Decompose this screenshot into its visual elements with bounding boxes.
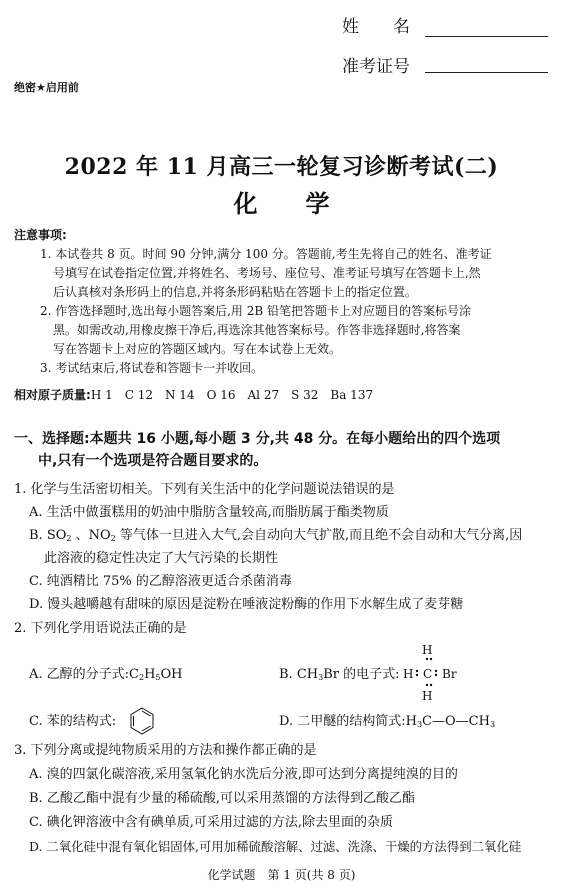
secret-mark: 绝密★启用前 — [14, 81, 79, 94]
note-line: 后认真核对条形码上的信息,并将条形码粘贴在答题卡上的指定位置。 — [53, 285, 417, 299]
q1-option-a: A. 生活中做蛋糕用的奶油中脂肪含量较高,而脂肪属于酯类物质 — [29, 505, 389, 520]
name-field[interactable] — [425, 36, 548, 37]
svg-text:H: H — [403, 667, 414, 681]
subject-title: 化 学 — [233, 189, 330, 218]
svg-text:Br: Br — [442, 667, 457, 681]
q3-stem: 3. 下列分离或提纯物质采用的方法和操作都正确的是 — [14, 743, 317, 758]
q1-b-text: 、NO — [71, 528, 111, 543]
notes-list — [40, 246, 550, 379]
q2-b-text: Br 的电子式: — [323, 667, 400, 682]
q2-stem: 2. 下列化学用语说法正确的是 — [14, 621, 187, 636]
q1-b-text: 等气体一旦进入大气,会自动向大气扩散,而且绝不会自动和大气分离,因 — [115, 528, 523, 543]
note-line: 1. 本试卷共 8 页。时间 90 分钟,满分 100 分。答题前,考生先将自己的姓名、准考证 — [40, 247, 492, 261]
q2-option-c: C. 苯的结构式: — [29, 714, 117, 729]
section1-line1: 一、选择题:本题共 16 小题,每小题 3 分,共 48 分。在每小题给出的四个选项 — [14, 431, 501, 447]
atomic-mass — [14, 386, 373, 403]
q3-option-a: A. 溴的四氯化碳溶液,采用氢氧化钠水洗后分液,即可达到分离提纯溴的目的 — [29, 767, 458, 782]
exam-id-field[interactable] — [425, 72, 548, 73]
atomic-mass-values: H 1 C 12 N 14 O 16 Al 27 S 32 Ba 137 — [90, 388, 374, 402]
note-line: 写在答题卡上对应的答题区域内。写在本试卷上无效。 — [53, 342, 342, 356]
page-footer: 化学试题 第 1 页(共 8 页) — [207, 868, 356, 882]
q2-a-text: OH — [160, 667, 183, 682]
section1-heading — [14, 428, 500, 472]
q2-a-text: A. 乙醇的分子式:C — [29, 667, 139, 682]
atomic-mass-label: 相对原子质量: — [14, 388, 91, 402]
note-line: 2. 作答选择题时,选出每小题答案后,用 2B 铅笔把答题卡上对应题目的答案标号涂 — [40, 304, 471, 318]
q2-option-b: B. $CH_3Br$ 的电子式: — [279, 667, 400, 682]
q1-b-text: B. SO — [29, 528, 67, 543]
exam-title: 2022 年 11 月高三一轮复习诊断考试(二) — [64, 154, 499, 180]
section1-line2: 中,只有一个选项是符合题目要求的。 — [38, 453, 268, 469]
note-line: 3. 考试结束后,将试卷和答题卡一并收回。 — [40, 361, 264, 375]
q2-a-text: H — [144, 667, 156, 682]
svg-text:H: H — [422, 689, 433, 702]
q2-option-a: A. 乙醇的分子式$:C_2H_5OH$ — [29, 667, 183, 682]
q2-d-text: C—O—CH — [422, 714, 490, 729]
question-3 — [14, 742, 559, 862]
q2-d-text: D. 二甲醚的结构简式:H — [279, 714, 417, 729]
q3-option-d: D. 二氧化硅中混有氧化铝固体,可用加稀硫酸溶解、过滤、洗涤、干燥的方法得到二氧化硅 — [29, 839, 522, 854]
note-line: 号填写在试卷指定位置,并将姓名、考场号、座位号、准考证号填写在答题卡上,然 — [53, 266, 481, 280]
q1-option-b: B. $SO_2$ 、$NO_2$ 等气体一旦进入大气,会自动向大气扩散,而且绝不会自动和大气分离,因 — [29, 528, 523, 543]
q1-option-c: C. 纯酒精比 75% 的乙醇溶液更适合杀菌消毒 — [29, 574, 292, 589]
note-line: 黑。如需改动,用橡皮擦干净后,再选涂其他答案标号。作答非选择题时,将答案 — [53, 323, 461, 337]
exam-id-label: 准考证号 — [342, 57, 410, 77]
q1-stem: 1. 化学与生活密切相关。下列有关生活中的化学问题说法错误的是 — [14, 482, 395, 497]
svg-text:C: C — [423, 667, 433, 681]
notes-heading: 注意事项: — [14, 228, 67, 242]
q3-option-c: C. 碘化钾溶液中含有碘单质,可采用过滤的方法,除去里面的杂质 — [29, 815, 394, 830]
q2-b-text: B. CH — [279, 667, 319, 682]
electron-dot-formula — [398, 642, 468, 702]
q1-option-b-cont: 此溶液的稳定性决定了大气污染的长期性 — [44, 551, 279, 566]
q1-option-d: D. 馒头越嚼越有甜味的原因是淀粉在唾液淀粉酶的作用下水解生成了麦芽糖 — [29, 597, 464, 612]
q3-option-b: B. 乙酸乙酯中混有少量的稀硫酸,可以采用蒸馏的方法得到乙酸乙酯 — [29, 791, 415, 806]
q2-option-d: D. 二甲醚的结构简式$:H_3C—O—CH_3$ — [279, 714, 496, 729]
name-label: 姓 名 — [342, 17, 410, 37]
benzene-ring-icon — [127, 706, 157, 736]
question-1 — [14, 481, 554, 619]
svg-text:H: H — [422, 643, 433, 657]
